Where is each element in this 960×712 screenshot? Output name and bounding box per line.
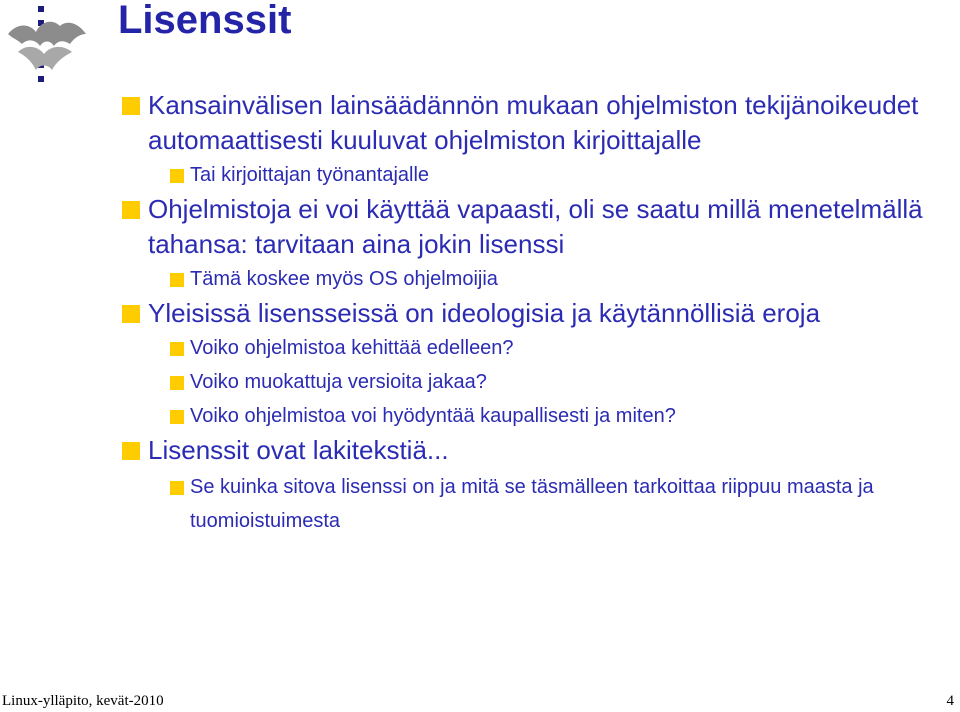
sub-bullet-item (170, 158, 958, 192)
sub-bullet-item (170, 399, 958, 433)
bullet-text: Kansainvälisen lainsäädännön mukaan ohjelmiston tekijänoikeudet automaattisesti kuuluvat ohjelmiston kirjoittajalle (148, 90, 919, 155)
bullet-square-icon (170, 169, 184, 183)
sub-bullet-item (170, 331, 958, 365)
footer-course: Linux-ylläpito, kevät-2010 (2, 693, 164, 709)
bullet-square-icon (122, 97, 140, 115)
page-number: 4 (946, 693, 954, 709)
sub-bullet-item (170, 470, 958, 538)
bullet-item (122, 88, 958, 158)
bullet-item (122, 296, 958, 331)
sub-bullet-text: Tai kirjoittajan työnantajalle (190, 164, 430, 186)
bullet-item (122, 433, 958, 468)
university-logo-icon (0, 0, 92, 90)
sub-bullet-text: Se kuinka sitova lisenssi on ja mitä se täsmälleen tarkoittaa riippuu maasta ja tuomioistuimesta (190, 476, 874, 532)
bullet-square-icon (170, 410, 184, 424)
sub-bullet-text: Voiko ohjelmistoa kehittää edelleen? (190, 337, 514, 359)
bullet-square-icon (122, 305, 140, 323)
sub-bullet-text: Voiko ohjelmistoa voi hyödyntää kaupallisesti ja miten? (190, 405, 676, 427)
bullet-item (122, 192, 958, 262)
slide-title: Lisenssit (118, 0, 292, 42)
bullet-square-icon (170, 273, 184, 287)
bullet-square-icon (170, 342, 184, 356)
bullet-text: Yleisissä lisensseissä on ideologisia ja käytännöllisiä eroja (148, 298, 821, 328)
bullet-square-icon (122, 201, 140, 219)
sub-bullet-text: Tämä koskee myös OS ohjelmoijia (190, 268, 498, 290)
bullet-square-icon (170, 376, 184, 390)
bullet-square-icon (122, 442, 140, 460)
bullet-text: Lisenssit ovat lakitekstiä... (148, 435, 449, 465)
sub-bullet-text: Voiko muokattuja versioita jakaa? (190, 371, 487, 393)
bullet-text: Ohjelmistoja ei voi käyttää vapaasti, oli se saatu millä menetelmällä tahansa: tarvitaan aina jokin lisenssi (148, 194, 923, 259)
slide-content (122, 88, 958, 538)
sub-bullet-item (170, 365, 958, 399)
sub-bullet-item (170, 262, 958, 296)
bullet-square-icon (170, 481, 184, 495)
